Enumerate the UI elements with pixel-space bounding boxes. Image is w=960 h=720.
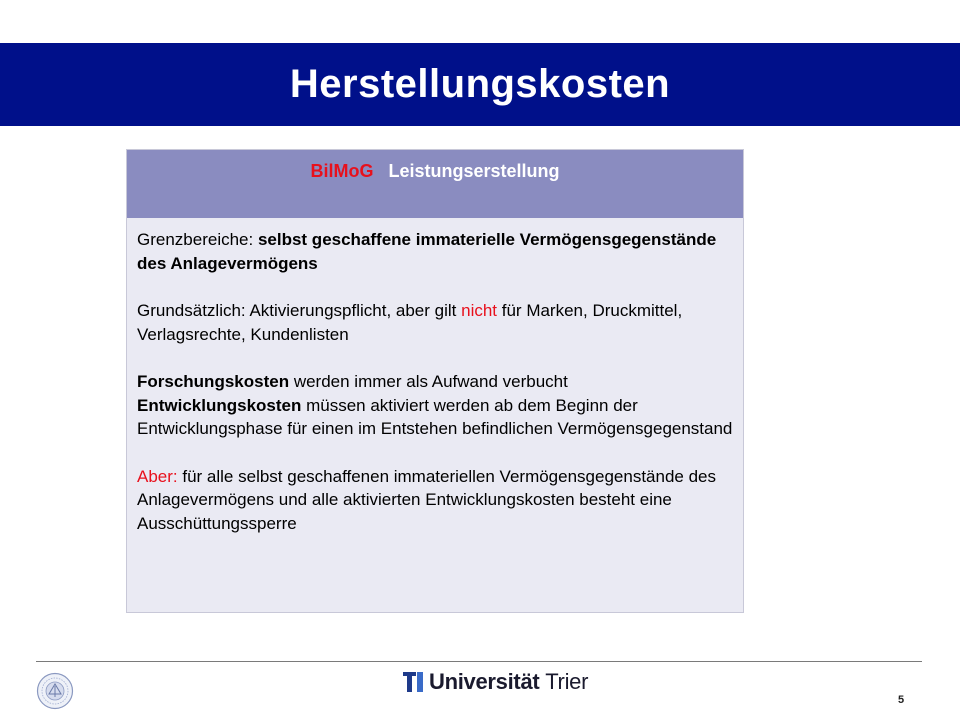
slide-title: Herstellungskosten bbox=[289, 62, 671, 106]
panel-body bbox=[127, 218, 743, 612]
p4-text: für alle selbst geschaffenen immateriellen Vermögensgegenstände des Anlagevermögens und alle aktivierten Entwicklungskosten besteht eine Ausschüttungssperre bbox=[137, 466, 716, 533]
logo-text-light: Trier bbox=[545, 669, 589, 694]
panel-header-text: Leistungserstellung bbox=[388, 161, 560, 181]
p2-before: Grundsätzlich: Aktivierungspflicht, aber gilt bbox=[137, 301, 462, 320]
university-logo bbox=[402, 669, 588, 695]
p3-bold1: Forschungskosten bbox=[137, 372, 290, 391]
panel-header bbox=[127, 150, 743, 218]
page-number: 5 bbox=[898, 694, 905, 706]
paragraph-forschung bbox=[137, 370, 733, 441]
logo-text-bold: Universität bbox=[429, 669, 540, 694]
paragraph-aber bbox=[137, 465, 733, 536]
p3-text2: müssen aktiviert werden ab dem Beginn der Entwicklungsphase für einen im Entstehen befindlichen Vermögensgegenstand bbox=[137, 395, 733, 438]
paragraph-grenzbereiche bbox=[137, 228, 733, 275]
p4-red: Aber: bbox=[137, 466, 178, 486]
footer-divider bbox=[36, 661, 922, 662]
content-panel bbox=[126, 149, 744, 613]
logo-text bbox=[429, 669, 588, 695]
p3-bold2: Entwicklungskosten bbox=[137, 395, 302, 415]
university-seal-icon bbox=[36, 672, 74, 710]
p1-bold: selbst geschaffene immaterielle Vermögensgegenstände des Anlagevermögens bbox=[137, 230, 717, 273]
p1-lead: Grenzbereiche: bbox=[137, 230, 258, 249]
paragraph-grundsaetzlich bbox=[137, 299, 733, 346]
p3-text1: werden immer als Aufwand verbucht bbox=[289, 372, 568, 391]
p2-after: für Marken, Druckmittel, Verlagsrechte, Kundenlisten bbox=[137, 301, 683, 344]
panel-header-accent: BilMoG bbox=[310, 161, 374, 181]
p2-red: nicht bbox=[461, 301, 498, 320]
title-bar bbox=[0, 43, 960, 126]
university-logo-mark-icon bbox=[402, 670, 424, 694]
